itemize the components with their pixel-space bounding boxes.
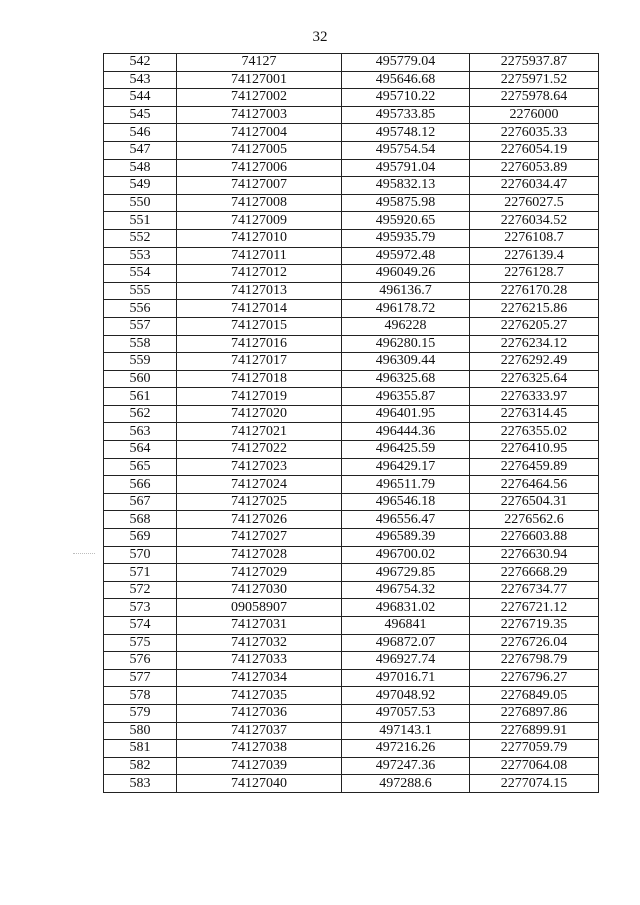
x-coordinate-cell: 497057.53	[342, 704, 470, 722]
table-row	[104, 599, 599, 617]
y-coordinate-cell: 2276128.7	[470, 265, 599, 283]
point-id-cell: 74127007	[177, 177, 342, 195]
point-number-cell: 565	[104, 458, 177, 476]
point-number-cell: 542	[104, 54, 177, 72]
point-id-cell: 74127009	[177, 212, 342, 230]
point-number-cell: 582	[104, 757, 177, 775]
point-number-cell: 561	[104, 388, 177, 406]
point-id-cell: 74127012	[177, 265, 342, 283]
point-number-cell: 562	[104, 405, 177, 423]
y-coordinate-cell: 2276459.89	[470, 458, 599, 476]
point-number-cell: 554	[104, 265, 177, 283]
point-number-cell: 581	[104, 740, 177, 758]
point-number-cell: 546	[104, 124, 177, 142]
table-row	[104, 177, 599, 195]
point-id-cell: 74127040	[177, 775, 342, 793]
x-coordinate-cell: 495646.68	[342, 71, 470, 89]
y-coordinate-cell: 2276897.86	[470, 704, 599, 722]
x-coordinate-cell: 496831.02	[342, 599, 470, 617]
y-coordinate-cell: 2276849.05	[470, 687, 599, 705]
table-row	[104, 687, 599, 705]
point-id-cell: 74127008	[177, 194, 342, 212]
point-number-cell: 575	[104, 634, 177, 652]
point-number-cell: 578	[104, 687, 177, 705]
table-row	[104, 229, 599, 247]
y-coordinate-cell: 2275937.87	[470, 54, 599, 72]
x-coordinate-cell: 496589.39	[342, 529, 470, 547]
y-coordinate-cell: 2276603.88	[470, 529, 599, 547]
point-number-cell: 577	[104, 669, 177, 687]
point-id-cell: 74127023	[177, 458, 342, 476]
point-id-cell: 74127025	[177, 493, 342, 511]
y-coordinate-cell: 2276234.12	[470, 335, 599, 353]
table-row	[104, 265, 599, 283]
y-coordinate-cell: 2276325.64	[470, 370, 599, 388]
table-row	[104, 370, 599, 388]
point-id-cell: 74127024	[177, 476, 342, 494]
x-coordinate-cell: 497288.6	[342, 775, 470, 793]
table-row	[104, 546, 599, 564]
point-number-cell: 560	[104, 370, 177, 388]
point-id-cell: 74127001	[177, 71, 342, 89]
point-number-cell: 559	[104, 353, 177, 371]
point-id-cell: 74127028	[177, 546, 342, 564]
x-coordinate-cell: 496136.7	[342, 282, 470, 300]
y-coordinate-cell: 2276139.4	[470, 247, 599, 265]
point-number-cell: 549	[104, 177, 177, 195]
point-number-cell: 569	[104, 529, 177, 547]
point-id-cell: 74127039	[177, 757, 342, 775]
table-row	[104, 106, 599, 124]
page-number: 32	[312, 29, 328, 45]
y-coordinate-cell: 2276721.12	[470, 599, 599, 617]
table-row	[104, 476, 599, 494]
table-row	[104, 54, 599, 72]
coordinates-table	[103, 53, 599, 793]
y-coordinate-cell: 2276108.7	[470, 229, 599, 247]
x-coordinate-cell: 495935.79	[342, 229, 470, 247]
point-id-cell: 74127027	[177, 529, 342, 547]
x-coordinate-cell: 496754.32	[342, 581, 470, 599]
table-row	[104, 335, 599, 353]
table-row	[104, 669, 599, 687]
point-number-cell: 548	[104, 159, 177, 177]
point-id-cell: 74127	[177, 54, 342, 72]
table-row	[104, 704, 599, 722]
point-number-cell: 572	[104, 581, 177, 599]
y-coordinate-cell: 2276205.27	[470, 317, 599, 335]
point-number-cell: 545	[104, 106, 177, 124]
table-row	[104, 282, 599, 300]
y-coordinate-cell: 2275971.52	[470, 71, 599, 89]
point-number-cell: 552	[104, 229, 177, 247]
x-coordinate-cell: 495791.04	[342, 159, 470, 177]
y-coordinate-cell: 2276899.91	[470, 722, 599, 740]
point-number-cell: 571	[104, 564, 177, 582]
y-coordinate-cell: 2276796.27	[470, 669, 599, 687]
x-coordinate-cell: 496401.95	[342, 405, 470, 423]
point-id-cell: 74127021	[177, 423, 342, 441]
point-id-cell: 74127006	[177, 159, 342, 177]
y-coordinate-cell: 2276630.94	[470, 546, 599, 564]
table-row	[104, 775, 599, 793]
table-row	[104, 529, 599, 547]
point-id-cell: 74127038	[177, 740, 342, 758]
point-id-cell: 74127010	[177, 229, 342, 247]
point-id-cell: 74127035	[177, 687, 342, 705]
y-coordinate-cell: 2276464.56	[470, 476, 599, 494]
x-coordinate-cell: 497143.1	[342, 722, 470, 740]
y-coordinate-cell: 2276000	[470, 106, 599, 124]
x-coordinate-cell: 496309.44	[342, 353, 470, 371]
point-number-cell: 567	[104, 493, 177, 511]
point-id-cell: 74127037	[177, 722, 342, 740]
table-row	[104, 405, 599, 423]
y-coordinate-cell: 2277064.08	[470, 757, 599, 775]
point-number-cell: 566	[104, 476, 177, 494]
table-row	[104, 124, 599, 142]
x-coordinate-cell: 495754.54	[342, 141, 470, 159]
point-id-cell: 74127034	[177, 669, 342, 687]
y-coordinate-cell: 2276668.29	[470, 564, 599, 582]
y-coordinate-cell: 2276034.52	[470, 212, 599, 230]
point-id-cell: 74127033	[177, 652, 342, 670]
coordinates-table-container	[103, 53, 598, 793]
x-coordinate-cell: 495733.85	[342, 106, 470, 124]
table-row	[104, 564, 599, 582]
x-coordinate-cell: 496546.18	[342, 493, 470, 511]
x-coordinate-cell: 496444.36	[342, 423, 470, 441]
y-coordinate-cell: 2276054.19	[470, 141, 599, 159]
x-coordinate-cell: 497247.36	[342, 757, 470, 775]
y-coordinate-cell: 2276314.45	[470, 405, 599, 423]
point-id-cell: 74127036	[177, 704, 342, 722]
table-row	[104, 493, 599, 511]
table-row	[104, 317, 599, 335]
point-number-cell: 555	[104, 282, 177, 300]
table-row	[104, 511, 599, 529]
point-id-cell: 74127017	[177, 353, 342, 371]
x-coordinate-cell: 496729.85	[342, 564, 470, 582]
table-row	[104, 388, 599, 406]
y-coordinate-cell: 2276562.6	[470, 511, 599, 529]
y-coordinate-cell: 2276798.79	[470, 652, 599, 670]
point-id-cell: 74127014	[177, 300, 342, 318]
point-number-cell: 544	[104, 89, 177, 107]
point-number-cell: 583	[104, 775, 177, 793]
point-id-cell: 74127018	[177, 370, 342, 388]
point-id-cell: 74127020	[177, 405, 342, 423]
x-coordinate-cell: 496049.26	[342, 265, 470, 283]
y-coordinate-cell: 2276333.97	[470, 388, 599, 406]
point-id-cell: 74127026	[177, 511, 342, 529]
point-number-cell: 547	[104, 141, 177, 159]
point-number-cell: 573	[104, 599, 177, 617]
table-body	[104, 54, 599, 793]
table-row	[104, 89, 599, 107]
x-coordinate-cell: 496700.02	[342, 546, 470, 564]
table-row	[104, 757, 599, 775]
y-coordinate-cell: 2276504.31	[470, 493, 599, 511]
table-row	[104, 353, 599, 371]
point-number-cell: 553	[104, 247, 177, 265]
x-coordinate-cell: 497016.71	[342, 669, 470, 687]
table-row	[104, 423, 599, 441]
point-id-cell: 74127015	[177, 317, 342, 335]
table-row	[104, 634, 599, 652]
y-coordinate-cell: 2276292.49	[470, 353, 599, 371]
x-coordinate-cell: 497048.92	[342, 687, 470, 705]
y-coordinate-cell: 2276170.28	[470, 282, 599, 300]
x-coordinate-cell: 495710.22	[342, 89, 470, 107]
point-id-cell: 09058907	[177, 599, 342, 617]
x-coordinate-cell: 496228	[342, 317, 470, 335]
x-coordinate-cell: 497216.26	[342, 740, 470, 758]
y-coordinate-cell: 2276355.02	[470, 423, 599, 441]
point-id-cell: 74127011	[177, 247, 342, 265]
table-row	[104, 300, 599, 318]
y-coordinate-cell: 2276053.89	[470, 159, 599, 177]
x-coordinate-cell: 496429.17	[342, 458, 470, 476]
x-coordinate-cell: 496927.74	[342, 652, 470, 670]
table-row	[104, 212, 599, 230]
point-id-cell: 74127022	[177, 441, 342, 459]
point-number-cell: 551	[104, 212, 177, 230]
x-coordinate-cell: 496178.72	[342, 300, 470, 318]
y-coordinate-cell: 2276719.35	[470, 617, 599, 635]
table-row	[104, 247, 599, 265]
point-id-cell: 74127030	[177, 581, 342, 599]
x-coordinate-cell: 496511.79	[342, 476, 470, 494]
point-id-cell: 74127003	[177, 106, 342, 124]
y-coordinate-cell: 2276734.77	[470, 581, 599, 599]
table-row	[104, 740, 599, 758]
point-number-cell: 574	[104, 617, 177, 635]
point-number-cell: 550	[104, 194, 177, 212]
x-coordinate-cell: 495832.13	[342, 177, 470, 195]
point-number-cell: 558	[104, 335, 177, 353]
x-coordinate-cell: 496325.68	[342, 370, 470, 388]
x-coordinate-cell: 496425.59	[342, 441, 470, 459]
x-coordinate-cell: 496556.47	[342, 511, 470, 529]
point-number-cell: 543	[104, 71, 177, 89]
table-row	[104, 141, 599, 159]
x-coordinate-cell: 495920.65	[342, 212, 470, 230]
table-row	[104, 652, 599, 670]
point-number-cell: 556	[104, 300, 177, 318]
point-id-cell: 74127002	[177, 89, 342, 107]
y-coordinate-cell: 2277074.15	[470, 775, 599, 793]
y-coordinate-cell: 2275978.64	[470, 89, 599, 107]
point-id-cell: 74127029	[177, 564, 342, 582]
margin-mark	[73, 553, 95, 554]
x-coordinate-cell: 496841	[342, 617, 470, 635]
point-id-cell: 74127004	[177, 124, 342, 142]
table-row	[104, 617, 599, 635]
table-row	[104, 581, 599, 599]
point-id-cell: 74127013	[177, 282, 342, 300]
table-row	[104, 458, 599, 476]
point-id-cell: 74127016	[177, 335, 342, 353]
point-number-cell: 557	[104, 317, 177, 335]
table-row	[104, 159, 599, 177]
y-coordinate-cell: 2276410.95	[470, 441, 599, 459]
point-number-cell: 576	[104, 652, 177, 670]
point-number-cell: 563	[104, 423, 177, 441]
table-row	[104, 194, 599, 212]
y-coordinate-cell: 2276035.33	[470, 124, 599, 142]
point-id-cell: 74127032	[177, 634, 342, 652]
x-coordinate-cell: 496280.15	[342, 335, 470, 353]
x-coordinate-cell: 495875.98	[342, 194, 470, 212]
x-coordinate-cell: 495972.48	[342, 247, 470, 265]
point-number-cell: 570	[104, 546, 177, 564]
table-row	[104, 441, 599, 459]
point-number-cell: 568	[104, 511, 177, 529]
x-coordinate-cell: 495779.04	[342, 54, 470, 72]
y-coordinate-cell: 2276726.04	[470, 634, 599, 652]
point-number-cell: 579	[104, 704, 177, 722]
point-id-cell: 74127005	[177, 141, 342, 159]
point-id-cell: 74127031	[177, 617, 342, 635]
table-row	[104, 722, 599, 740]
x-coordinate-cell: 496355.87	[342, 388, 470, 406]
y-coordinate-cell: 2276215.86	[470, 300, 599, 318]
x-coordinate-cell: 495748.12	[342, 124, 470, 142]
x-coordinate-cell: 496872.07	[342, 634, 470, 652]
point-number-cell: 564	[104, 441, 177, 459]
point-number-cell: 580	[104, 722, 177, 740]
y-coordinate-cell: 2276034.47	[470, 177, 599, 195]
point-id-cell: 74127019	[177, 388, 342, 406]
table-row	[104, 71, 599, 89]
y-coordinate-cell: 2277059.79	[470, 740, 599, 758]
y-coordinate-cell: 2276027.5	[470, 194, 599, 212]
